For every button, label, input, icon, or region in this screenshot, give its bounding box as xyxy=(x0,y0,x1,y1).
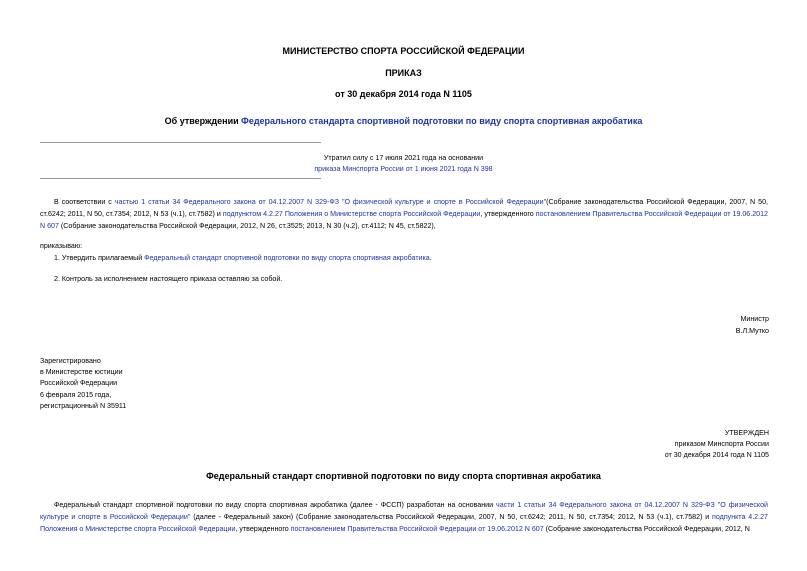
preamble-text-3: , утвержденного xyxy=(480,210,536,218)
title-link[interactable]: Федерального стандарта спортивной подготовки по виду спорта спортивная акробатика xyxy=(241,116,643,126)
standard-text-3: , утвержденного xyxy=(235,525,291,533)
standard-paragraph xyxy=(40,499,768,535)
approval-line-2: приказом Минспорта России xyxy=(674,440,769,449)
standard-link[interactable]: Федеральный стандарт спортивной подготовки по виду спорта спортивная акробатика xyxy=(144,254,430,262)
document-date-number: от 30 декабря 2014 года N 1105 xyxy=(335,89,472,99)
preamble-text-2: (Собрание законодательства Российской Федерации, 2007, N 50, ст.6242; 2011, N 50, ст.7354; 2012, N 53 (ч.1), ст.7582) и xyxy=(40,198,768,218)
standard-title: Федеральный стандарт спортивной подготовки по виду спорта спортивная акробатика xyxy=(206,471,601,481)
signatory-position: Министр xyxy=(740,315,769,323)
registration-line-1: Зарегистрировано xyxy=(40,357,101,365)
approval-line-3: от 30 декабря 2014 года N 1105 xyxy=(664,451,769,460)
divider-bottom xyxy=(40,178,321,179)
title-prefix: Об утверждении xyxy=(164,116,242,126)
registration-line-3: Российской Федерации xyxy=(40,379,118,388)
preamble-text-4: (Собрание законодательства Российской Федерации, 2012, N 26, ст.3525; 2013, N 30 (ч.2), ст.4112; N 45, ст.5822), xyxy=(58,222,436,230)
regulation-subitem-link[interactable]: подпунктом 4.2.27 Положения о Министерстве спорта Российской Федерации xyxy=(222,210,481,218)
registration-line-5: регистрационный N 35911 xyxy=(40,401,127,410)
registration-line-2: в Министерстве юстиции xyxy=(40,368,123,377)
standard-regulation-link[interactable]: подпункта 4.2.27 Положения о Министерстве спорта Российской Федерации xyxy=(40,513,768,533)
standard-law-link[interactable]: части 1 статьи 34 Федерального закона от 04.12.2007 N 329-ФЗ "О физической культуре и спорте в Российской Федерации" xyxy=(40,501,768,521)
document-title xyxy=(0,116,807,126)
preamble-paragraph xyxy=(40,196,768,232)
order-item-2: 2. Контроль за исполнением настоящего приказа оставляю за собой. xyxy=(54,275,283,283)
standard-decree-link[interactable]: постановлением Правительства Российской Федерации от 19.06.2012 N 607 xyxy=(290,525,544,533)
order-item-1-prefix: 1. Утвердить прилагаемый xyxy=(54,254,145,262)
standard-text-4: (Собрание законодательства Российской Федерации, 2012, N xyxy=(543,525,750,533)
preamble-text-1: В соответствии с xyxy=(54,198,115,206)
order-intro: приказываю: xyxy=(40,242,83,250)
standard-text-1: Федеральный стандарт спортивной подготовки по виду спорта спортивная акробатика (далее - ФССП) разработан на основании xyxy=(54,501,496,509)
status-note-line1: Утратил силу с 17 июля 2021 года на основании xyxy=(323,154,484,162)
standard-text-2: (далее - Федеральный закон) (Собрание законодательства Российской Федерации, 2007, N 50, ст.6242; 2011, N 50, ст.7354; 2012, N 53 (ч.1), ст.7582) и xyxy=(190,513,713,521)
signatory-name: В.Л.Мутко xyxy=(735,327,769,335)
government-decree-link[interactable]: постановлением Правительства Российской Федерации от 19.06.2012 N 607 xyxy=(40,210,769,230)
divider-top xyxy=(40,142,321,143)
approval-block xyxy=(665,428,769,462)
document-type: ПРИКАЗ xyxy=(385,68,422,78)
repeal-order-link[interactable]: приказа Минспорта России от 1 июня 2021 года N 398 xyxy=(314,165,493,173)
registration-line-4: 6 февраля 2015 года, xyxy=(40,390,112,399)
ministry-name: МИНИСТЕРСТВО СПОРТА РОССИЙСКОЙ ФЕДЕРАЦИИ xyxy=(282,46,525,56)
order-item-1 xyxy=(54,254,432,262)
order-item-1-suffix: . xyxy=(429,254,432,262)
registration-block xyxy=(40,356,240,412)
law-article-link[interactable]: частью 1 статьи 34 Федерального закона от 04.12.2007 N 329-ФЗ "О физической культуре и спорте в Российской Федерации" xyxy=(114,198,547,206)
approval-line-1: УТВЕРЖДЕН xyxy=(724,429,769,437)
